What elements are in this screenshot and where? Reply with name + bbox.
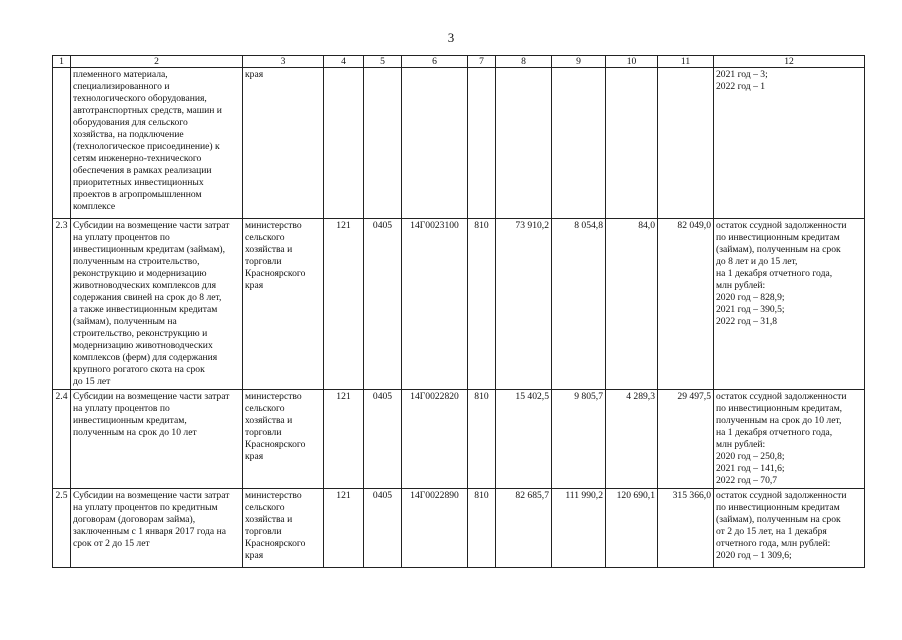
- rzpr-cell: 0405: [364, 219, 402, 390]
- executor-cell: края: [243, 68, 324, 219]
- year3-amount-cell: 120 690,1: [606, 489, 658, 568]
- table-row: [53, 219, 865, 390]
- year1-amount-cell: 73 910,2: [496, 219, 552, 390]
- expected-result-cell: остаток ссудной задолженности по инвестиционным кредитам, полученным на срок до 10 лет, на 1 декабря отчетного года, млн рублей: 2020 год – 250,8; 2021 год – 141,6; 2022 год – 70,7: [714, 390, 865, 489]
- year2-amount-cell: 8 054,8: [552, 219, 606, 390]
- vr-cell: 810: [468, 219, 496, 390]
- executor-cell: министерство сельского хозяйства и торговли Красноярского края: [243, 390, 324, 489]
- year2-amount-cell: 9 805,7: [552, 390, 606, 489]
- year3-amount-cell: [606, 68, 658, 219]
- vr-cell: [468, 68, 496, 219]
- executor-cell: министерство сельского хозяйства и торговли Красноярского края: [243, 489, 324, 568]
- expected-result-cell: остаток ссудной задолженности по инвестиционным кредитам (займам), полученным на срок до 8 лет и до 15 лет, на 1 декабря отчетного года, млн рублей: 2020 год – 828,9; 2021 год – 390,5; 2022 год – 31,8: [714, 219, 865, 390]
- csr-cell: 14Г0022820: [402, 390, 468, 489]
- vr-cell: 810: [468, 489, 496, 568]
- grbs-cell: [324, 68, 364, 219]
- column-header: 6: [402, 56, 468, 68]
- grbs-cell: 121: [324, 489, 364, 568]
- grbs-cell: 121: [324, 219, 364, 390]
- row-number-cell: 2.5: [53, 489, 71, 568]
- column-header: 8: [496, 56, 552, 68]
- rzpr-cell: [364, 68, 402, 219]
- total-amount-cell: 29 497,5: [658, 390, 714, 489]
- rzpr-cell: 0405: [364, 489, 402, 568]
- year2-amount-cell: [552, 68, 606, 219]
- year3-amount-cell: 4 289,3: [606, 390, 658, 489]
- total-amount-cell: 82 049,0: [658, 219, 714, 390]
- column-header: 4: [324, 56, 364, 68]
- total-amount-cell: 315 366,0: [658, 489, 714, 568]
- csr-cell: [402, 68, 468, 219]
- vr-cell: 810: [468, 390, 496, 489]
- column-header: 5: [364, 56, 402, 68]
- csr-cell: 14Г0023100: [402, 219, 468, 390]
- table-row: [53, 390, 865, 489]
- column-header: 9: [552, 56, 606, 68]
- row-number-cell: [53, 68, 71, 219]
- year1-amount-cell: 82 685,7: [496, 489, 552, 568]
- year1-amount-cell: 15 402,5: [496, 390, 552, 489]
- row-number-cell: 2.3: [53, 219, 71, 390]
- executor-cell: министерство сельского хозяйства и торговли Красноярского края: [243, 219, 324, 390]
- program-measures-table: [52, 55, 865, 568]
- expected-result-cell: 2021 год – 3; 2022 год – 1: [714, 68, 865, 219]
- year3-amount-cell: 84,0: [606, 219, 658, 390]
- column-number-header-row: [53, 56, 865, 68]
- column-header: 11: [658, 56, 714, 68]
- table-row: [53, 68, 865, 219]
- row-number-cell: 2.4: [53, 390, 71, 489]
- rzpr-cell: 0405: [364, 390, 402, 489]
- table-row: [53, 489, 865, 568]
- measure-name-cell: Субсидии на возмещение части затрат на уплату процентов по инвестиционным кредитам, полученным на срок до 10 лет: [71, 390, 243, 489]
- column-header: 1: [53, 56, 71, 68]
- column-header: 2: [71, 56, 243, 68]
- column-header: 12: [714, 56, 865, 68]
- total-amount-cell: [658, 68, 714, 219]
- csr-cell: 14Г0022890: [402, 489, 468, 568]
- column-header: 3: [243, 56, 324, 68]
- grbs-cell: 121: [324, 390, 364, 489]
- page-number: 3: [447, 30, 455, 45]
- column-header: 10: [606, 56, 658, 68]
- year2-amount-cell: 111 990,2: [552, 489, 606, 568]
- expected-result-cell: остаток ссудной задолженности по инвестиционным кредитам (займам), полученным на срок от 2 до 15 лет, на 1 декабря отчетного года, млн рублей: 2020 год – 1 309,6;: [714, 489, 865, 568]
- measure-name-cell: племенного материала, специализированного и технологического оборудования, автотранспортных средств, машин и оборудования для сельского хозяйства, на подключение (технологическое присоединение) к сетям инженерно-технического обеспечения в рамках реализации приоритетных инвестиционных проектов в агропромышленном комплексе: [71, 68, 243, 219]
- measure-name-cell: Субсидии на возмещение части затрат на уплату процентов по кредитным договорам (договорам займа), заключенным с 1 января 2017 года на срок от 2 до 15 лет: [71, 489, 243, 568]
- measure-name-cell: Субсидии на возмещение части затрат на уплату процентов по инвестиционным кредитам (займам), полученным на строительство, реконструкцию и модернизацию животноводческих комплексов для содержания свиней на срок до 8 лет, а также инвестиционным кредитам (займам), полученным на строительство, реконструкцию и модернизацию животноводческих комплексов (ферм) для содержания крупного рогатого скота на срок до 15 лет: [71, 219, 243, 390]
- column-header: 7: [468, 56, 496, 68]
- year1-amount-cell: [496, 68, 552, 219]
